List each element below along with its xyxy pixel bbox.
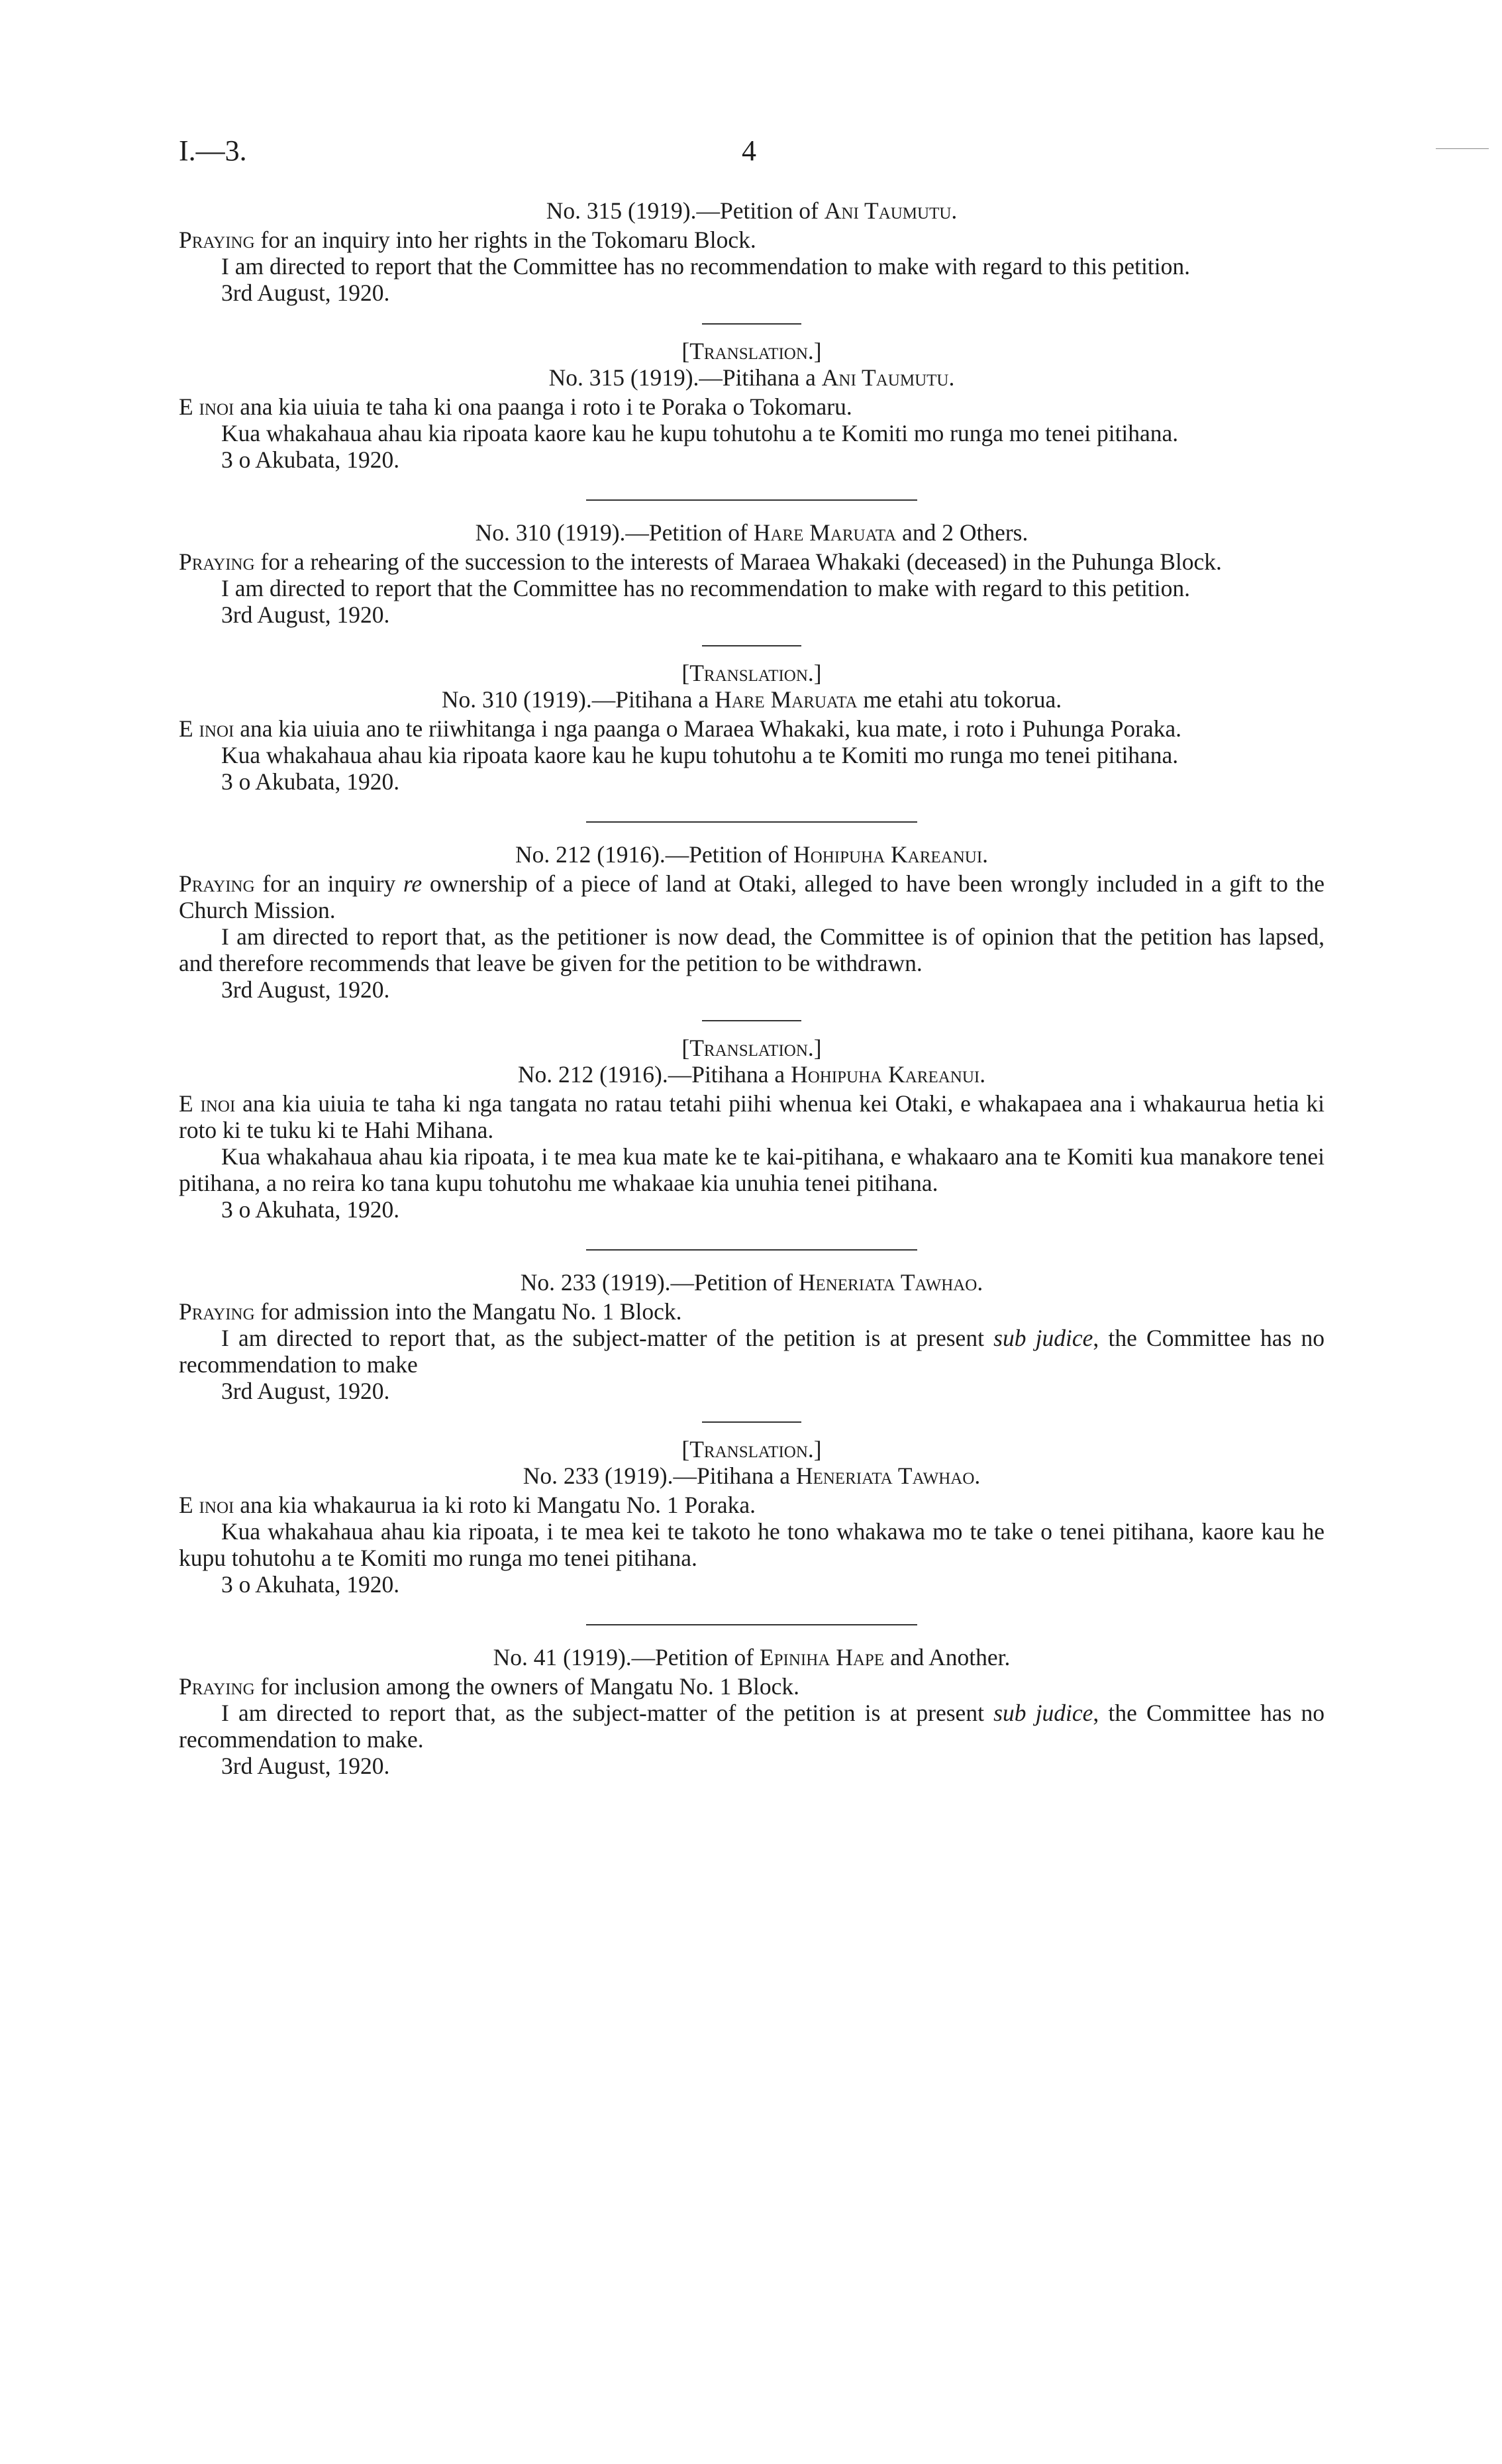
translation-date: 3 o Akubata, 1920. <box>221 446 400 473</box>
petition-310 <box>179 519 1325 795</box>
short-divider <box>702 1020 801 1021</box>
section-divider <box>586 1249 917 1251</box>
praying-paragraph: Praying for an inquiry into her rights in the Tokomaru Block. <box>179 227 756 253</box>
translation-report: Kua whakahaua ahau kia ripoata kaore kau he kupu tohutohu a te Komiti mo runga mo tenei pitihana. <box>221 420 1179 446</box>
translation-label: [Translation.] <box>681 660 822 686</box>
section-divider <box>586 1624 917 1625</box>
page-number: 4 <box>742 134 756 167</box>
translation-title: No. 233 (1919).—Pitihana a Heneriata Tawhao. <box>523 1463 981 1489</box>
report-paragraph: I am directed to report that, as the petitioner is now dead, the Committee is of opinion that the petition has lapsed, and therefore recommends that leave be given for the petition to be withdrawn. <box>179 923 1325 976</box>
petition-212 <box>179 841 1325 1223</box>
short-divider <box>702 1421 801 1423</box>
petition-233 <box>179 1269 1325 1598</box>
translation-title: No. 212 (1916).—Pitihana a Hohipuha Kareanui. <box>517 1061 986 1088</box>
petition-title: No. 41 (1919).—Petition of Epiniha Hape and Another. <box>493 1644 1011 1670</box>
report-date: 3rd August, 1920. <box>221 601 390 628</box>
report-paragraph: I am directed to report that the Committee has no recommendation to make with regard to this petition. <box>221 253 1190 280</box>
petition-title: No. 310 (1919).—Petition of Hare Maruata and 2 Others. <box>475 519 1028 546</box>
translation-date: 3 o Akubata, 1920. <box>221 768 400 795</box>
inoi-paragraph: E inoi ana kia uiuia ano te riiwhitanga i nga paanga o Maraea Whakaki, kua mate, i roto i Puhunga Poraka. <box>179 715 1182 742</box>
petition-title: No. 233 (1919).—Petition of Heneriata Tawhao. <box>520 1269 983 1296</box>
translation-label: [Translation.] <box>681 338 822 364</box>
report-date: 3rd August, 1920. <box>221 1753 390 1779</box>
report-paragraph: I am directed to report that, as the subject-matter of the petition is at present sub judice, the Committee has no recommendation to make <box>179 1325 1325 1378</box>
translation-title: No. 315 (1919).—Pitihana a Ani Taumutu. <box>548 364 955 391</box>
page-header <box>179 134 1325 171</box>
translation-report: Kua whakahaua ahau kia ripoata kaore kau he kupu tohutohu a te Komiti mo runga mo tenei pitihana. <box>221 742 1179 768</box>
inoi-paragraph: E inoi ana kia uiuia te taha ki nga tangata no ratau tetahi piihi whenua kei Otaki, e whakapaea ana i whakaurua hetia ki roto ki te tuku ki te Hahi Mihana. <box>179 1090 1325 1143</box>
petition-title: No. 212 (1916).—Petition of Hohipuha Kareanui. <box>515 841 989 868</box>
section-divider <box>586 821 917 823</box>
praying-paragraph: Praying for admission into the Mangatu No. 1 Block. <box>179 1298 682 1325</box>
inoi-paragraph: E inoi ana kia whakaurua ia ki roto ki Mangatu No. 1 Poraka. <box>179 1492 756 1518</box>
short-divider <box>702 645 801 646</box>
translation-date: 3 o Akuhata, 1920. <box>221 1571 400 1598</box>
inoi-paragraph: E inoi ana kia uiuia te taha ki ona paanga i roto i te Poraka o Tokomaru. <box>179 393 852 420</box>
petition-41 <box>179 1644 1325 1779</box>
corner-mark <box>1436 148 1489 149</box>
report-date: 3rd August, 1920. <box>221 976 390 1003</box>
page-content <box>179 197 1325 1779</box>
section-divider <box>586 499 917 501</box>
praying-paragraph: Praying for inclusion among the owners of Mangatu No. 1 Block. <box>179 1673 799 1700</box>
report-date: 3rd August, 1920. <box>221 280 390 306</box>
translation-label: [Translation.] <box>681 1436 822 1463</box>
short-divider <box>702 323 801 325</box>
praying-paragraph: Praying for an inquiry re ownership of a piece of land at Otaki, alleged to have been wrongly included in a gift to the Church Mission. <box>179 870 1325 923</box>
report-paragraph: I am directed to report that the Committee has no recommendation to make with regard to this petition. <box>221 575 1190 601</box>
translation-title: No. 310 (1919).—Pitihana a Hare Maruata me etahi atu tokorua. <box>441 686 1062 713</box>
report-date: 3rd August, 1920. <box>221 1378 390 1404</box>
petition-title: No. 315 (1919).—Petition of Ani Taumutu. <box>546 197 958 224</box>
praying-paragraph: Praying for a rehearing of the succession to the interests of Maraea Whakaki (deceased) in the Puhunga Block. <box>179 548 1222 575</box>
translation-date: 3 o Akuhata, 1920. <box>221 1196 400 1223</box>
translation-label: [Translation.] <box>681 1035 822 1061</box>
document-reference: I.—3. <box>179 134 247 167</box>
petition-315 <box>179 197 1325 473</box>
translation-report: Kua whakahaua ahau kia ripoata, i te mea kua mate ke te kai-pitihana, e whakaaro ana te Komiti kua manakore tenei pitihana, a no reira ko tana kupu tohutohu me whakaae kia unuhia tenei pitihana. <box>179 1143 1325 1196</box>
report-paragraph: I am directed to report that, as the subject-matter of the petition is at present sub judice, the Committee has no recommendation to make. <box>179 1700 1325 1753</box>
translation-report: Kua whakahaua ahau kia ripoata, i te mea kei te takoto he tono whakawa mo te take o tenei pitihana, kaore kau he kupu tohutohu a te Komiti mo runga mo tenei pitihana. <box>179 1518 1325 1571</box>
